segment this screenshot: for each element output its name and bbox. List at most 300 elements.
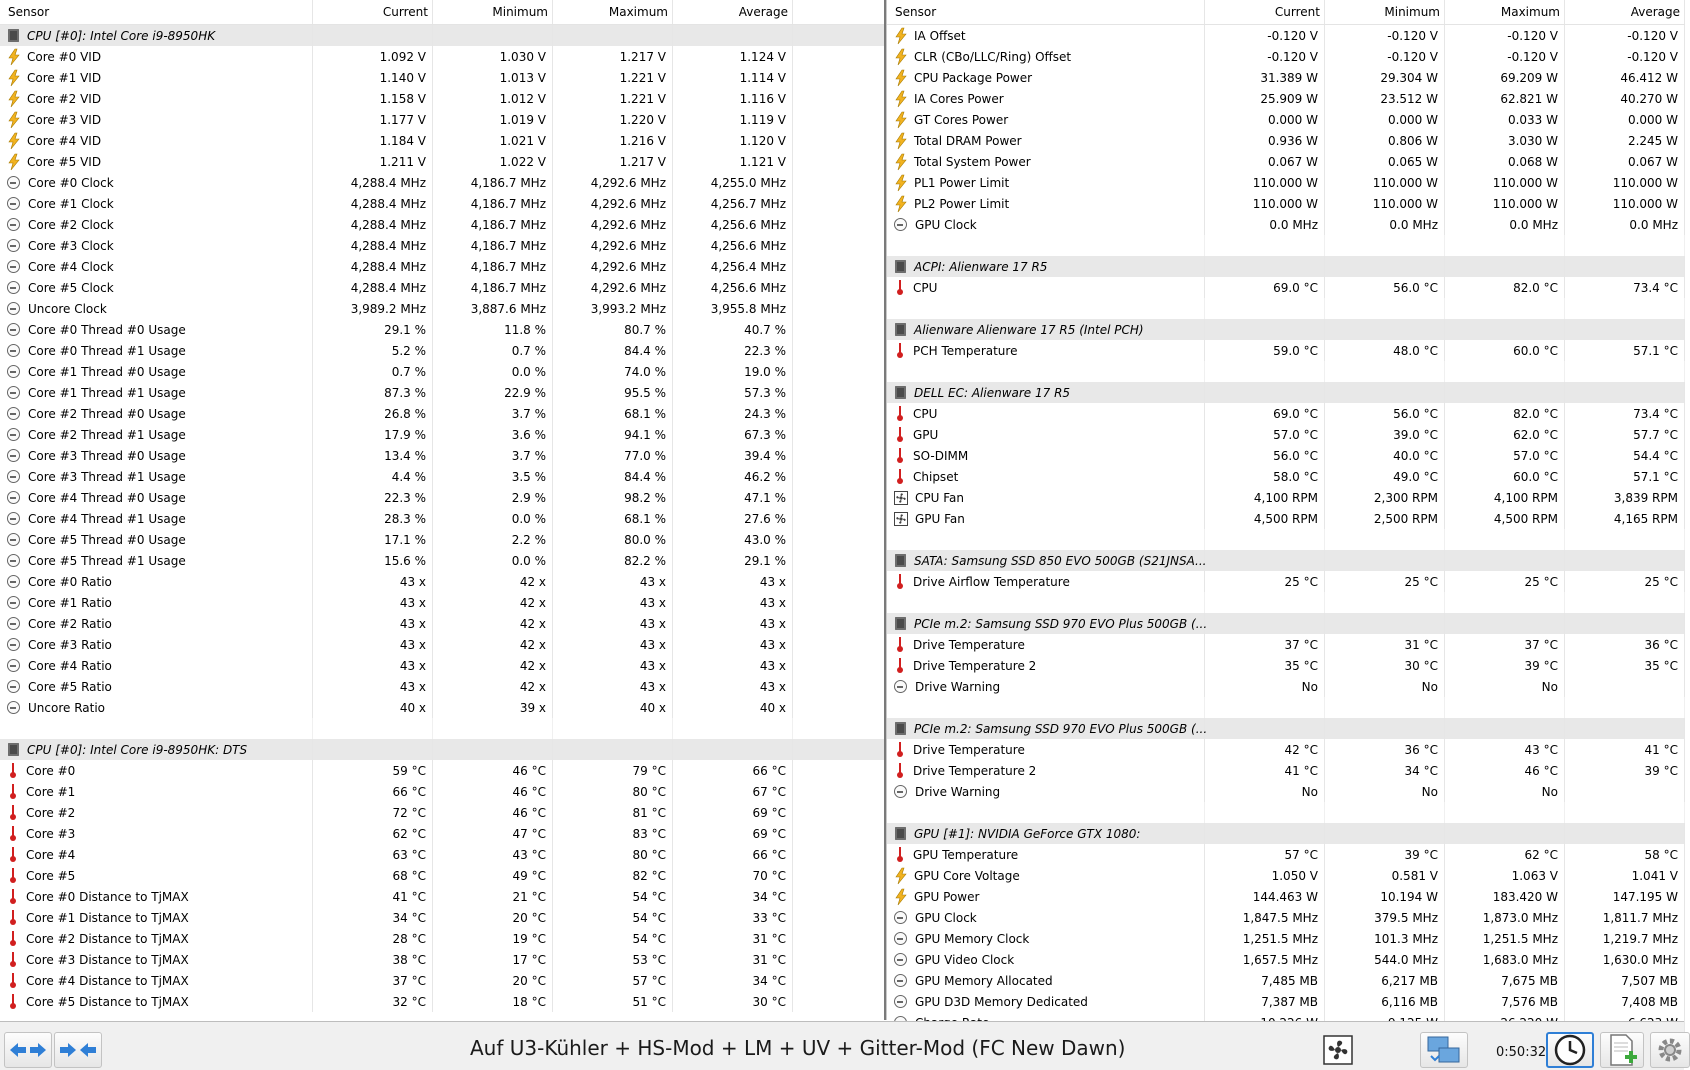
minimum-value: 2,500 RPM <box>1373 511 1438 526</box>
sensor-row[interactable] <box>887 949 1685 970</box>
average-value-cell <box>673 298 793 319</box>
average-value: 25 °C <box>1644 574 1678 589</box>
sensor-row[interactable] <box>0 67 884 88</box>
sensor-row[interactable] <box>887 130 1685 151</box>
current-value-cell <box>313 466 433 487</box>
current-value: 22.3 % <box>384 490 426 505</box>
current-value-cell <box>313 508 433 529</box>
sensor-row[interactable] <box>887 970 1685 991</box>
current-value: -0.120 V <box>1267 28 1318 43</box>
column-header-maximum[interactable]: Maximum <box>1445 0 1565 24</box>
sensor-group-header[interactable] <box>887 256 1685 277</box>
minimum-value-cell <box>433 991 553 1012</box>
sensor-name-cell <box>887 403 1205 424</box>
sensor-name-cell <box>0 508 313 529</box>
maximum-value: 37 °C <box>1524 637 1558 652</box>
current-value: 34 °C <box>392 910 426 925</box>
maximum-value: 1.220 V <box>619 112 666 127</box>
sensor-row[interactable] <box>0 949 884 970</box>
average-value-cell <box>673 781 793 802</box>
sensor-label: CPU Package Power <box>914 70 1033 85</box>
sensor-name-cell <box>887 676 1205 697</box>
average-value-cell <box>673 676 793 697</box>
average-value: 40 x <box>759 700 786 715</box>
swap-panels-button[interactable] <box>54 1032 102 1068</box>
sensor-row[interactable] <box>887 991 1685 1012</box>
sensor-row[interactable] <box>0 802 884 823</box>
average-value-cell <box>673 214 793 235</box>
current-value-cell <box>1205 382 1325 403</box>
average-value-cell <box>1565 928 1685 949</box>
group-label: Alienware Alienware 17 R5 (Intel PCH) <box>914 322 1144 337</box>
timer-button[interactable] <box>1546 1032 1594 1068</box>
minimum-value-cell <box>433 844 553 865</box>
sensor-row[interactable] <box>0 508 884 529</box>
sensor-row[interactable] <box>887 676 1685 697</box>
group-name-cell <box>887 613 1208 634</box>
sensor-label: Core #5 Ratio <box>28 679 112 694</box>
sensor-row[interactable] <box>887 67 1685 88</box>
clock-icon <box>7 323 20 336</box>
minimum-value-cell <box>433 193 553 214</box>
column-header-current[interactable]: Current <box>313 0 433 24</box>
column-header-current[interactable]: Current <box>1205 0 1325 24</box>
maximum-value: 110.000 W <box>1492 196 1558 211</box>
minimum-value-cell <box>433 424 553 445</box>
average-value: -0.120 V <box>1627 28 1678 43</box>
sensor-row[interactable] <box>887 634 1685 655</box>
sensor-label: Core #5 Clock <box>28 280 114 295</box>
clock-icon <box>7 512 20 525</box>
elapsed-time: 0:50:32 <box>1496 1045 1547 1060</box>
sensor-group-header[interactable] <box>887 613 1685 634</box>
network-button[interactable] <box>1420 1032 1468 1068</box>
average-value-cell <box>1565 781 1685 802</box>
maximum-value-cell <box>1445 151 1565 172</box>
minimum-value: 21 °C <box>512 889 546 904</box>
minimum-value: 42 x <box>519 574 546 589</box>
current-value: 7,387 MB <box>1261 994 1318 1009</box>
sensor-row[interactable] <box>887 403 1685 424</box>
maximum-value-cell <box>1445 25 1565 46</box>
sensor-name-cell <box>887 865 1205 886</box>
clock-icon <box>7 617 20 630</box>
current-value-cell <box>1205 319 1325 340</box>
maximum-value-cell <box>553 697 673 718</box>
sensor-row[interactable] <box>887 88 1685 109</box>
column-header-minimum[interactable]: Minimum <box>1325 0 1445 24</box>
sensor-name-cell <box>887 214 1205 235</box>
sensor-row[interactable] <box>887 109 1685 130</box>
sensor-row[interactable] <box>887 886 1685 907</box>
sensor-row[interactable] <box>0 340 884 361</box>
minimum-value-cell <box>433 256 553 277</box>
sensor-row[interactable] <box>887 25 1685 46</box>
sensor-label: Core #4 <box>26 847 76 862</box>
clock-icon <box>7 281 20 294</box>
sensor-row[interactable] <box>887 340 1685 361</box>
sensor-row[interactable] <box>0 193 884 214</box>
sensor-row[interactable] <box>0 487 884 508</box>
current-value: 56.0 °C <box>1273 448 1318 463</box>
sensor-label: IA Offset <box>914 28 966 43</box>
sensor-label: Core #5 Thread #0 Usage <box>28 532 186 547</box>
sensor-name-cell <box>0 676 313 697</box>
current-value-cell <box>1205 109 1325 130</box>
maximum-value-cell <box>1445 403 1565 424</box>
maximum-value-cell <box>553 550 673 571</box>
sensor-row[interactable] <box>0 760 884 781</box>
group-name-cell <box>887 256 1205 277</box>
sensor-row[interactable] <box>887 844 1685 865</box>
sensor-label: Core #2 Clock <box>28 217 114 232</box>
sensor-group-header[interactable] <box>887 550 1685 571</box>
minimum-value-cell <box>433 277 553 298</box>
sensor-name-cell <box>0 151 313 172</box>
sensor-row[interactable] <box>0 697 884 718</box>
sensor-row[interactable] <box>887 760 1685 781</box>
current-value: No <box>1301 679 1318 694</box>
average-value-cell <box>673 172 793 193</box>
maximum-value-cell <box>1445 634 1565 655</box>
maximum-value: 60.0 °C <box>1513 469 1558 484</box>
current-value: 57 °C <box>1284 847 1318 862</box>
clock-icon <box>7 302 20 315</box>
sensor-label: Core #4 VID <box>27 133 102 148</box>
sensor-group-header[interactable] <box>887 823 1685 844</box>
fan-icon <box>894 512 908 526</box>
column-header-maximum[interactable]: Maximum <box>553 0 673 24</box>
sensor-row[interactable] <box>887 781 1685 802</box>
sensor-row[interactable] <box>0 172 884 193</box>
sensor-row[interactable] <box>0 256 884 277</box>
average-value-cell <box>673 886 793 907</box>
sensor-row[interactable] <box>0 592 884 613</box>
voltage-icon <box>895 133 907 149</box>
sensor-label: Uncore Ratio <box>28 700 106 715</box>
current-value-cell <box>313 634 433 655</box>
sensor-row[interactable] <box>887 655 1685 676</box>
column-header-average[interactable]: Average <box>673 0 793 24</box>
sensor-label: Core #1 Distance to TjMAX <box>26 910 189 925</box>
average-value: 0.000 W <box>1627 112 1678 127</box>
current-value-cell <box>313 88 433 109</box>
group-label: PCIe m.2: Samsung SSD 970 EVO Plus 500GB (... <box>914 721 1208 736</box>
minimum-value: 1.012 V <box>499 91 546 106</box>
sensor-row[interactable] <box>0 844 884 865</box>
average-value-cell <box>1565 508 1685 529</box>
maximum-value-cell <box>553 655 673 676</box>
sensor-row[interactable] <box>887 571 1685 592</box>
average-value: 110.000 W <box>1612 175 1678 190</box>
minimum-value: 6,217 MB <box>1381 973 1438 988</box>
maximum-value: 46 °C <box>1524 763 1558 778</box>
maximum-value-cell <box>553 382 673 403</box>
sensor-label: GT Cores Power <box>914 112 1009 127</box>
minimum-value: 3.7 % <box>511 406 546 421</box>
minimum-value: 0.000 W <box>1387 112 1438 127</box>
sensor-row[interactable] <box>0 445 884 466</box>
minimum-value-cell <box>1325 466 1445 487</box>
sensor-name-cell <box>0 487 313 508</box>
maximum-value-cell <box>553 949 673 970</box>
sensor-group-header[interactable] <box>887 718 1685 739</box>
sensor-row[interactable] <box>887 46 1685 67</box>
average-value: 1,811.7 MHz <box>1602 910 1678 925</box>
current-value-cell <box>313 529 433 550</box>
clock-icon <box>7 554 20 567</box>
sensor-row[interactable] <box>0 319 884 340</box>
sensor-name-cell <box>887 886 1205 907</box>
current-value: 41 °C <box>392 889 426 904</box>
average-value-cell <box>1565 277 1685 298</box>
maximum-value-cell <box>1445 298 1565 319</box>
sensor-row[interactable] <box>887 214 1685 235</box>
average-value-cell <box>673 592 793 613</box>
sensor-label: Total System Power <box>914 154 1031 169</box>
minimum-value-cell <box>433 886 553 907</box>
average-value-cell <box>673 382 793 403</box>
chip-icon <box>895 617 906 630</box>
sensor-row[interactable] <box>0 907 884 928</box>
status-caption: Auf U3-Kühler + HS-Mod + LM + UV + Gitter-Mod (FC New Dawn) <box>470 1036 1126 1060</box>
minimum-value-cell <box>433 613 553 634</box>
average-value-cell <box>673 550 793 571</box>
sensor-label: Core #1 Clock <box>28 196 114 211</box>
sensor-group-header[interactable] <box>0 739 884 760</box>
sensor-row[interactable] <box>0 991 884 1012</box>
average-value-cell <box>1565 634 1685 655</box>
sensor-row[interactable] <box>0 109 884 130</box>
sensor-name-cell <box>887 109 1205 130</box>
average-value-cell <box>673 655 793 676</box>
current-value: 29.1 % <box>384 322 426 337</box>
average-value-cell <box>1565 844 1685 865</box>
current-value: 17.1 % <box>384 532 426 547</box>
maximum-value: 83 °C <box>632 826 666 841</box>
maximum-value-cell <box>553 277 673 298</box>
sensor-row[interactable] <box>0 613 884 634</box>
sensor-row[interactable] <box>0 571 884 592</box>
sensor-name-cell <box>887 172 1205 193</box>
average-value-cell <box>1565 340 1685 361</box>
average-value-cell <box>673 340 793 361</box>
sensor-group-header[interactable] <box>887 319 1685 340</box>
voltage-icon <box>8 49 20 65</box>
maximum-value-cell <box>1445 67 1565 88</box>
sensor-row[interactable] <box>887 445 1685 466</box>
maximum-value: No <box>1541 784 1558 799</box>
clock-icon <box>894 974 907 987</box>
clock-icon <box>7 239 20 252</box>
current-value: 4.4 % <box>391 469 426 484</box>
sensor-row[interactable] <box>887 277 1685 298</box>
current-value-cell <box>1205 256 1325 277</box>
sensor-name-cell <box>0 172 313 193</box>
sensor-name-cell <box>887 949 1205 970</box>
sensor-row[interactable] <box>0 886 884 907</box>
average-value: 1.124 V <box>739 49 786 64</box>
sensor-row[interactable] <box>0 46 884 67</box>
current-value: 1.177 V <box>379 112 426 127</box>
sensor-name-cell <box>0 760 313 781</box>
sensor-row[interactable] <box>887 424 1685 445</box>
sensor-row[interactable] <box>887 172 1685 193</box>
current-value: 43 x <box>399 574 426 589</box>
maximum-value: 43 x <box>639 658 666 673</box>
add-report-button[interactable] <box>1600 1032 1644 1068</box>
minimum-value: 25 °C <box>1404 574 1438 589</box>
status-bar <box>0 1021 1684 1070</box>
clock-icon <box>7 218 20 231</box>
maximum-value-cell <box>1445 214 1565 235</box>
thermometer-icon <box>897 763 903 778</box>
sensor-row[interactable] <box>887 508 1685 529</box>
current-value: 1.140 V <box>379 70 426 85</box>
sensor-row[interactable] <box>0 529 884 550</box>
sensor-row[interactable] <box>0 151 884 172</box>
average-value-cell <box>1565 529 1685 550</box>
maximum-value-cell <box>1445 256 1565 277</box>
sensor-row[interactable] <box>887 466 1685 487</box>
maximum-value: 98.2 % <box>624 490 666 505</box>
sensor-list <box>887 25 1685 1033</box>
sensor-row[interactable] <box>887 928 1685 949</box>
sensor-row[interactable] <box>0 424 884 445</box>
sensor-row[interactable] <box>0 781 884 802</box>
sensor-row[interactable] <box>0 823 884 844</box>
current-value-cell <box>1205 655 1325 676</box>
minimum-value: 0.581 V <box>1391 868 1438 883</box>
sensor-row[interactable] <box>0 277 884 298</box>
minimum-value: 46 °C <box>512 763 546 778</box>
sensor-row[interactable] <box>0 676 884 697</box>
sensor-row[interactable] <box>0 235 884 256</box>
sensor-row[interactable] <box>0 865 884 886</box>
average-value: 1,630.0 MHz <box>1602 952 1678 967</box>
sensor-name-cell <box>887 487 1205 508</box>
minimum-value-cell <box>1325 508 1445 529</box>
maximum-value-cell <box>553 235 673 256</box>
sensor-row[interactable] <box>887 151 1685 172</box>
current-value: 4,100 RPM <box>1253 490 1318 505</box>
sensor-label: CPU <box>913 406 938 421</box>
maximum-value-cell <box>553 109 673 130</box>
sensor-row[interactable] <box>0 130 884 151</box>
average-value: 2.245 W <box>1627 133 1678 148</box>
sensor-group-header[interactable] <box>0 25 884 46</box>
column-header-sensor[interactable]: Sensor <box>0 0 313 24</box>
column-header-row <box>0 0 884 25</box>
settings-button[interactable] <box>1650 1032 1690 1068</box>
expand-collapse-button[interactable] <box>4 1032 52 1068</box>
sensor-row[interactable] <box>887 907 1685 928</box>
current-value: 58.0 °C <box>1273 469 1318 484</box>
maximum-value: 1.221 V <box>619 70 666 85</box>
maximum-value: 43 x <box>639 616 666 631</box>
sensor-row[interactable] <box>0 466 884 487</box>
current-value: 4,288.4 MHz <box>350 259 426 274</box>
minimum-value-cell <box>433 403 553 424</box>
sensor-label: Core #0 Thread #1 Usage <box>28 343 186 358</box>
minimum-value-cell <box>1325 886 1445 907</box>
minimum-value: 23.512 W <box>1380 91 1438 106</box>
sensor-panel-left <box>0 0 886 1020</box>
maximum-value-cell <box>553 802 673 823</box>
sensor-row[interactable] <box>887 487 1685 508</box>
sensor-name-cell <box>0 382 313 403</box>
voltage-icon <box>895 70 907 86</box>
sensor-name-cell <box>887 277 1205 298</box>
sensor-row[interactable] <box>0 88 884 109</box>
sensor-row[interactable] <box>0 382 884 403</box>
sensor-row[interactable] <box>0 970 884 991</box>
maximum-value-cell <box>553 760 673 781</box>
minimum-value-cell <box>433 235 553 256</box>
maximum-value: 39 °C <box>1524 658 1558 673</box>
sensor-row[interactable] <box>0 298 884 319</box>
current-value-cell <box>313 319 433 340</box>
current-value-cell <box>1205 487 1325 508</box>
group-label: ACPI: Alienware 17 R5 <box>914 259 1048 274</box>
sensor-row[interactable] <box>0 550 884 571</box>
fan-control-button[interactable] <box>1318 1032 1358 1068</box>
clock-icon <box>7 596 20 609</box>
maximum-value-cell <box>1445 760 1565 781</box>
current-value-cell <box>1205 445 1325 466</box>
average-value: 1.114 V <box>739 70 786 85</box>
average-value-cell <box>673 529 793 550</box>
sensor-row[interactable] <box>0 928 884 949</box>
column-header-average[interactable]: Average <box>1565 0 1685 24</box>
sensor-group-header[interactable] <box>887 382 1685 403</box>
minimum-value: 42 x <box>519 595 546 610</box>
current-value-cell <box>1205 550 1325 571</box>
maximum-value-cell <box>1445 802 1565 823</box>
maximum-value: 0.0 MHz <box>1509 217 1558 232</box>
current-value-cell <box>1205 886 1325 907</box>
maximum-value-cell <box>1445 340 1565 361</box>
current-value-cell <box>1205 151 1325 172</box>
maximum-value: 7,576 MB <box>1501 994 1558 1009</box>
column-header-sensor[interactable]: Sensor <box>887 0 1205 24</box>
sensor-row[interactable] <box>0 655 884 676</box>
current-value-cell <box>1205 949 1325 970</box>
clock-icon <box>7 197 20 210</box>
clock-icon <box>7 260 20 273</box>
sensor-row[interactable] <box>0 361 884 382</box>
maximum-value: 53 °C <box>632 952 666 967</box>
minimum-value: 39.0 °C <box>1393 427 1438 442</box>
sensor-name-cell <box>0 445 313 466</box>
column-header-minimum[interactable]: Minimum <box>433 0 553 24</box>
minimum-value: 36 °C <box>1404 742 1438 757</box>
maximum-value-cell <box>1445 991 1565 1012</box>
sensor-label: Drive Temperature 2 <box>913 658 1037 673</box>
current-value-cell <box>1205 277 1325 298</box>
sensor-row[interactable] <box>887 193 1685 214</box>
minimum-value-cell <box>433 88 553 109</box>
sensor-row[interactable] <box>887 865 1685 886</box>
sensor-label: Core #5 <box>26 868 76 883</box>
sensor-row[interactable] <box>0 403 884 424</box>
minimum-value: 1.013 V <box>499 70 546 85</box>
sensor-row[interactable] <box>0 214 884 235</box>
sensor-row[interactable] <box>887 739 1685 760</box>
sensor-row[interactable] <box>0 634 884 655</box>
thermometer-icon <box>10 847 16 862</box>
current-value-cell <box>1205 571 1325 592</box>
